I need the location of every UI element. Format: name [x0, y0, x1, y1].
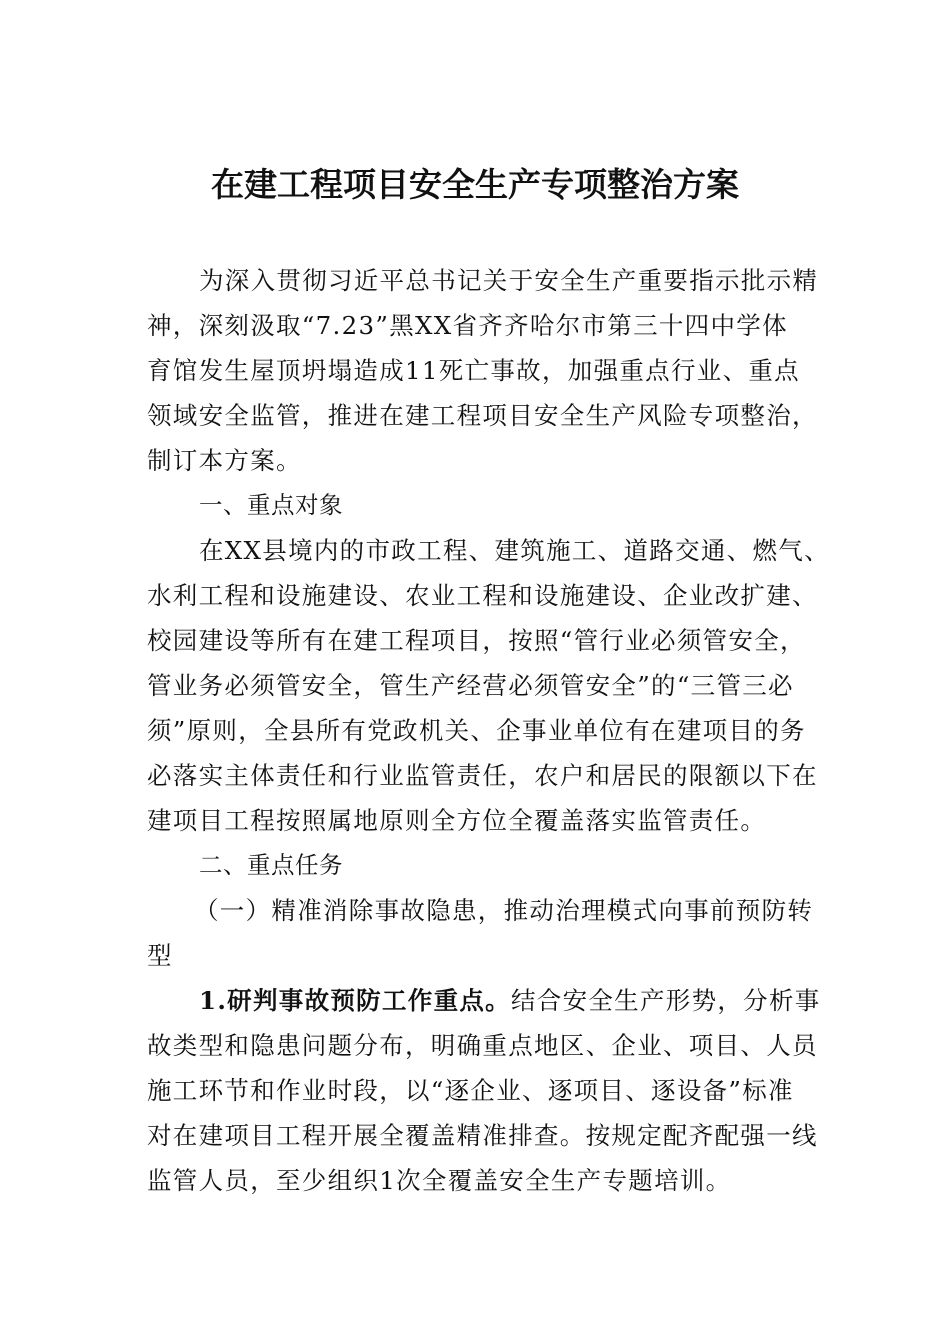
- subsection-heading-line: （一）精准消除事故隐患，推动治理模式向事前预防转: [194, 896, 814, 925]
- intro-line: 育馆发生屋顶坍塌造成11死亡事故，加强重点行业、重点: [147, 356, 800, 385]
- intro-line: 制订本方案。: [147, 446, 302, 475]
- item1-line: 故类型和隐患问题分布，明确重点地区、企业、项目、人员: [147, 1031, 818, 1060]
- item1-first-rest: 结合安全生产形势，分析事: [510, 986, 821, 1015]
- section1-line: 在XX县境内的市政工程、建筑施工、道路交通、燃气、: [199, 536, 830, 565]
- section-heading-key-targets: 一、重点对象: [199, 491, 343, 519]
- section1-line: 水利工程和设施建设、农业工程和设施建设、企业改扩建、: [147, 581, 818, 610]
- subsection-heading-line: 型: [147, 941, 173, 970]
- item1-line: 施工环节和作业时段，以“逐企业、逐项目、逐设备”标准: [147, 1076, 794, 1105]
- document-body: [147, 258, 830, 1203]
- intro-line: 神，深刻汲取“7.23”黑XX省齐齐哈尔市第三十四中学体: [147, 311, 788, 340]
- intro-line: 领域安全监管，推进在建工程项目安全生产风险专项整治，: [147, 401, 818, 430]
- section1-line: 校园建设等所有在建工程项目，按照“管行业必须管安全，: [147, 626, 806, 655]
- document-title: 在建工程项目安全生产专项整治方案: [211, 165, 739, 204]
- item1-bold-lead: 1.研判事故预防工作重点。: [199, 986, 511, 1015]
- section-heading-key-tasks: 二、重点任务: [199, 851, 343, 879]
- intro-line: 为深入贯彻习近平总书记关于安全生产重要指示批示精: [199, 266, 819, 295]
- item1-line: 对在建项目工程开展全覆盖精准排查。按规定配齐配强一线: [147, 1121, 818, 1150]
- section1-line: 必落实主体责任和行业监管责任，农户和居民的限额以下在: [147, 761, 818, 790]
- section1-line: 建项目工程按照属地原则全方位全覆盖落实监管责任。: [147, 806, 767, 835]
- section1-line: 管业务必须管安全，管生产经营必须管安全”的“三管三必: [147, 671, 794, 700]
- item1-line: 监管人员，至少组织1次全覆盖安全生产专题培训。: [147, 1166, 732, 1195]
- item1-first-line: [147, 978, 821, 1023]
- section1-line: 须”原则，全县所有党政机关、企事业单位有在建项目的务: [147, 716, 806, 745]
